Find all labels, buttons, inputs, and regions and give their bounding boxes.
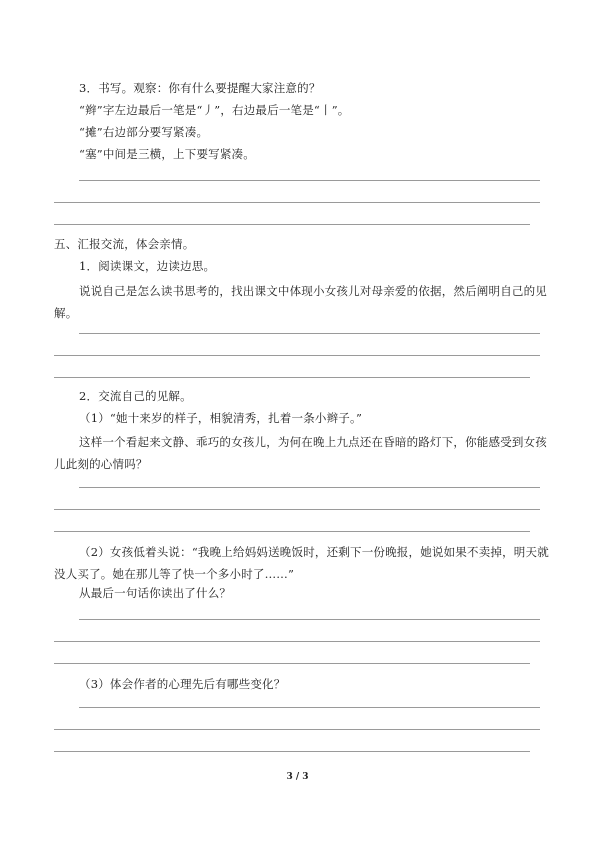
question-2-2-quote: （2）女孩低着头说：“我晚上给妈妈送晚饭时，还剩下一份晚报，她说如果不卖掉，明天就没人买了。她在那儿等了快一个多小时了……”	[54, 545, 549, 581]
answer-line	[54, 531, 530, 532]
question-1-title: 1．阅读课文，边读边思。	[79, 259, 216, 273]
answer-line	[54, 202, 540, 203]
question-2-2-body: 从最后一句话你读出了什么？	[79, 586, 232, 600]
answer-line	[54, 663, 530, 664]
answer-line	[79, 333, 540, 334]
writing-note-2: “摊”右边部分要写紧凑。	[79, 125, 209, 139]
question-2-1-body: 这样一个看起来文静、乖巧的女孩儿，为何在晚上九点还在昏暗的路灯下，你能感受到女孩儿此刻的心情吗？	[54, 435, 547, 471]
answer-line	[54, 224, 530, 225]
writing-heading: 3．书写。观察：你有什么要提醒大家注意的？	[79, 81, 321, 95]
answer-line	[54, 355, 540, 356]
writing-note-3: “塞”中间是三横，上下要写紧凑。	[79, 147, 255, 161]
answer-line	[79, 619, 540, 620]
answer-line	[54, 729, 540, 730]
answer-line	[79, 487, 540, 488]
question-2-1-quote: （1）“她十来岁的样子，相貌清秀，扎着一条小辫子。”	[79, 411, 363, 425]
answer-line	[54, 509, 540, 510]
answer-line	[79, 707, 540, 708]
answer-line	[54, 751, 530, 752]
writing-note-1: “辫”字左边最后一笔是“丿”，右边最后一笔是“丨”。	[79, 103, 350, 117]
question-2-title: 2．交流自己的见解。	[79, 389, 192, 403]
question-2-3-quote: （3）体会作者的心理先后有哪些变化？	[79, 677, 286, 691]
answer-line	[79, 180, 540, 181]
answer-line	[54, 641, 540, 642]
section-heading: 五、汇报交流，体会亲情。	[54, 237, 195, 251]
answer-line	[54, 377, 530, 378]
page-number: 3 / 3	[286, 772, 309, 782]
question-1-body: 说说自己是怎么读书思考的，找出课文中体现小女孩儿对母亲爱的依据，然后阐明自己的见解。	[54, 284, 547, 320]
